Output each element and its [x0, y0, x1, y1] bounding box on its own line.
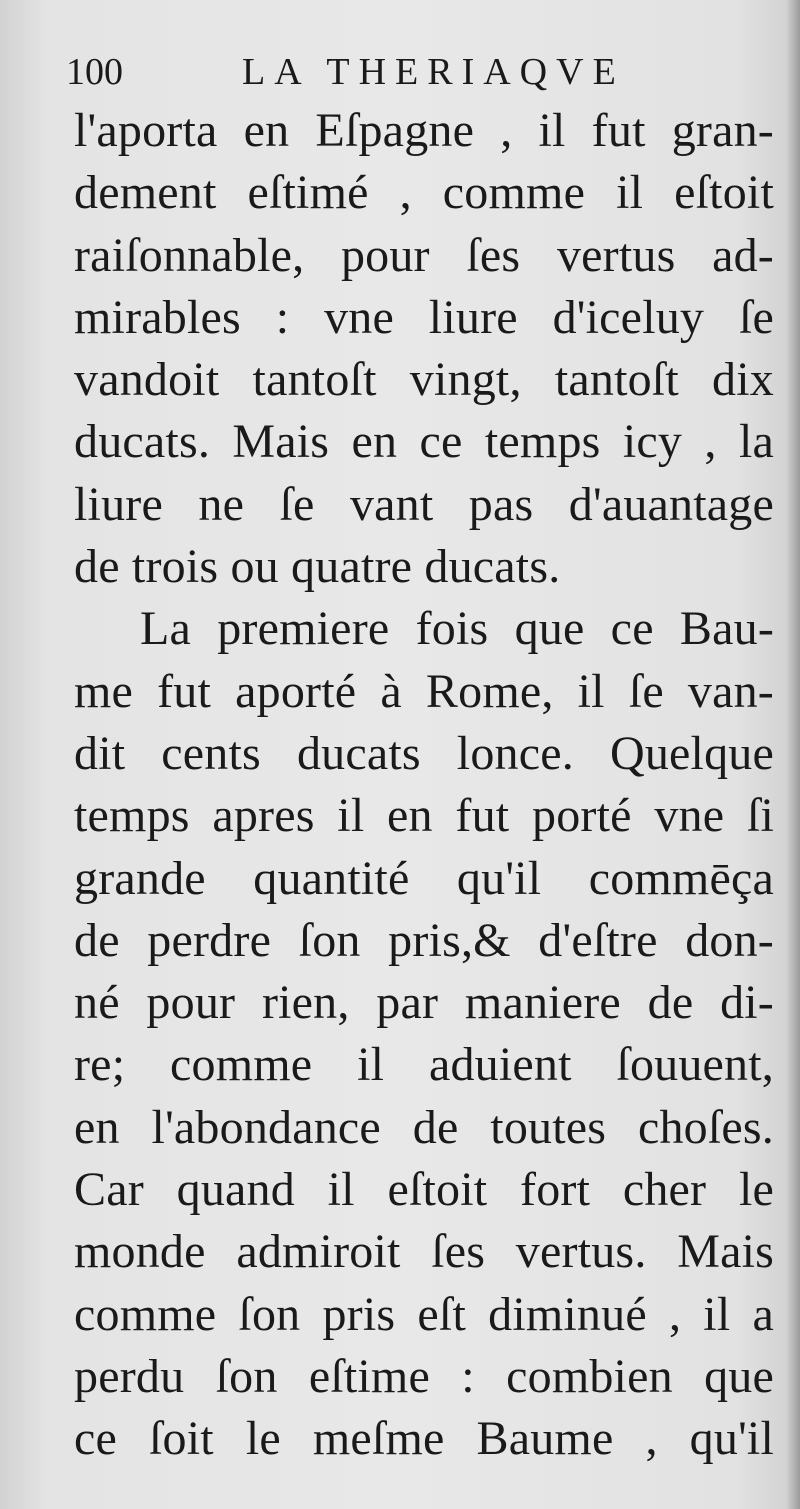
page-number: 100 [66, 51, 123, 93]
text-line: dement eſtimé , comme il eſtoit [74, 166, 774, 220]
text-line: dit cents ducats lonce. Quelque [74, 726, 774, 780]
text-line: perdu ſon eſtime : combien que [74, 1349, 774, 1403]
text-line: me fut aporté à Rome, il ſe van- [74, 664, 774, 718]
text-line: vandoit tantoſt vingt, tantoſt dix [74, 353, 774, 407]
text-line: l'aporta en Eſpagne , il fut gran- [74, 104, 774, 157]
text-line: en l'abondance de toutes choſes. [74, 1100, 774, 1154]
text-line: mirables : vne liure d'iceluy ſe [74, 290, 774, 344]
text-line-paragraph-start: La premiere fois que ce Bau- [140, 602, 774, 656]
text-line: ducats. Mais en ce temps icy , la [74, 415, 774, 469]
text-line: re; comme il aduient ſouuent, [74, 1038, 774, 1092]
text-line: raiſonnable, pour ſes vertus ad- [74, 228, 774, 282]
text-line: liure ne ſe vant pas d'auantage [74, 477, 774, 531]
text-line: Car quand il eſtoit fort cher le [74, 1163, 774, 1217]
text-line: né pour rien, par maniere de di- [74, 976, 774, 1030]
text-line: de perdre ſon pris,& d'eſtre don- [74, 913, 774, 967]
running-title: LA THERIAQVE [242, 51, 625, 93]
text-line: ce ſoit le meſme Baume , qu'il [74, 1412, 774, 1466]
text-line: grande quantité qu'il commēça [74, 851, 774, 905]
text-line: comme ſon pris eſt diminué , il a [74, 1287, 774, 1341]
text-line: de trois ou quatre ducats. [74, 540, 561, 594]
text-line: monde admiroit ſes vertus. Mais [74, 1225, 774, 1279]
body-text [74, 100, 774, 1471]
running-head [66, 50, 706, 94]
text-line: temps apres il en fut porté vne ſi [74, 789, 774, 843]
